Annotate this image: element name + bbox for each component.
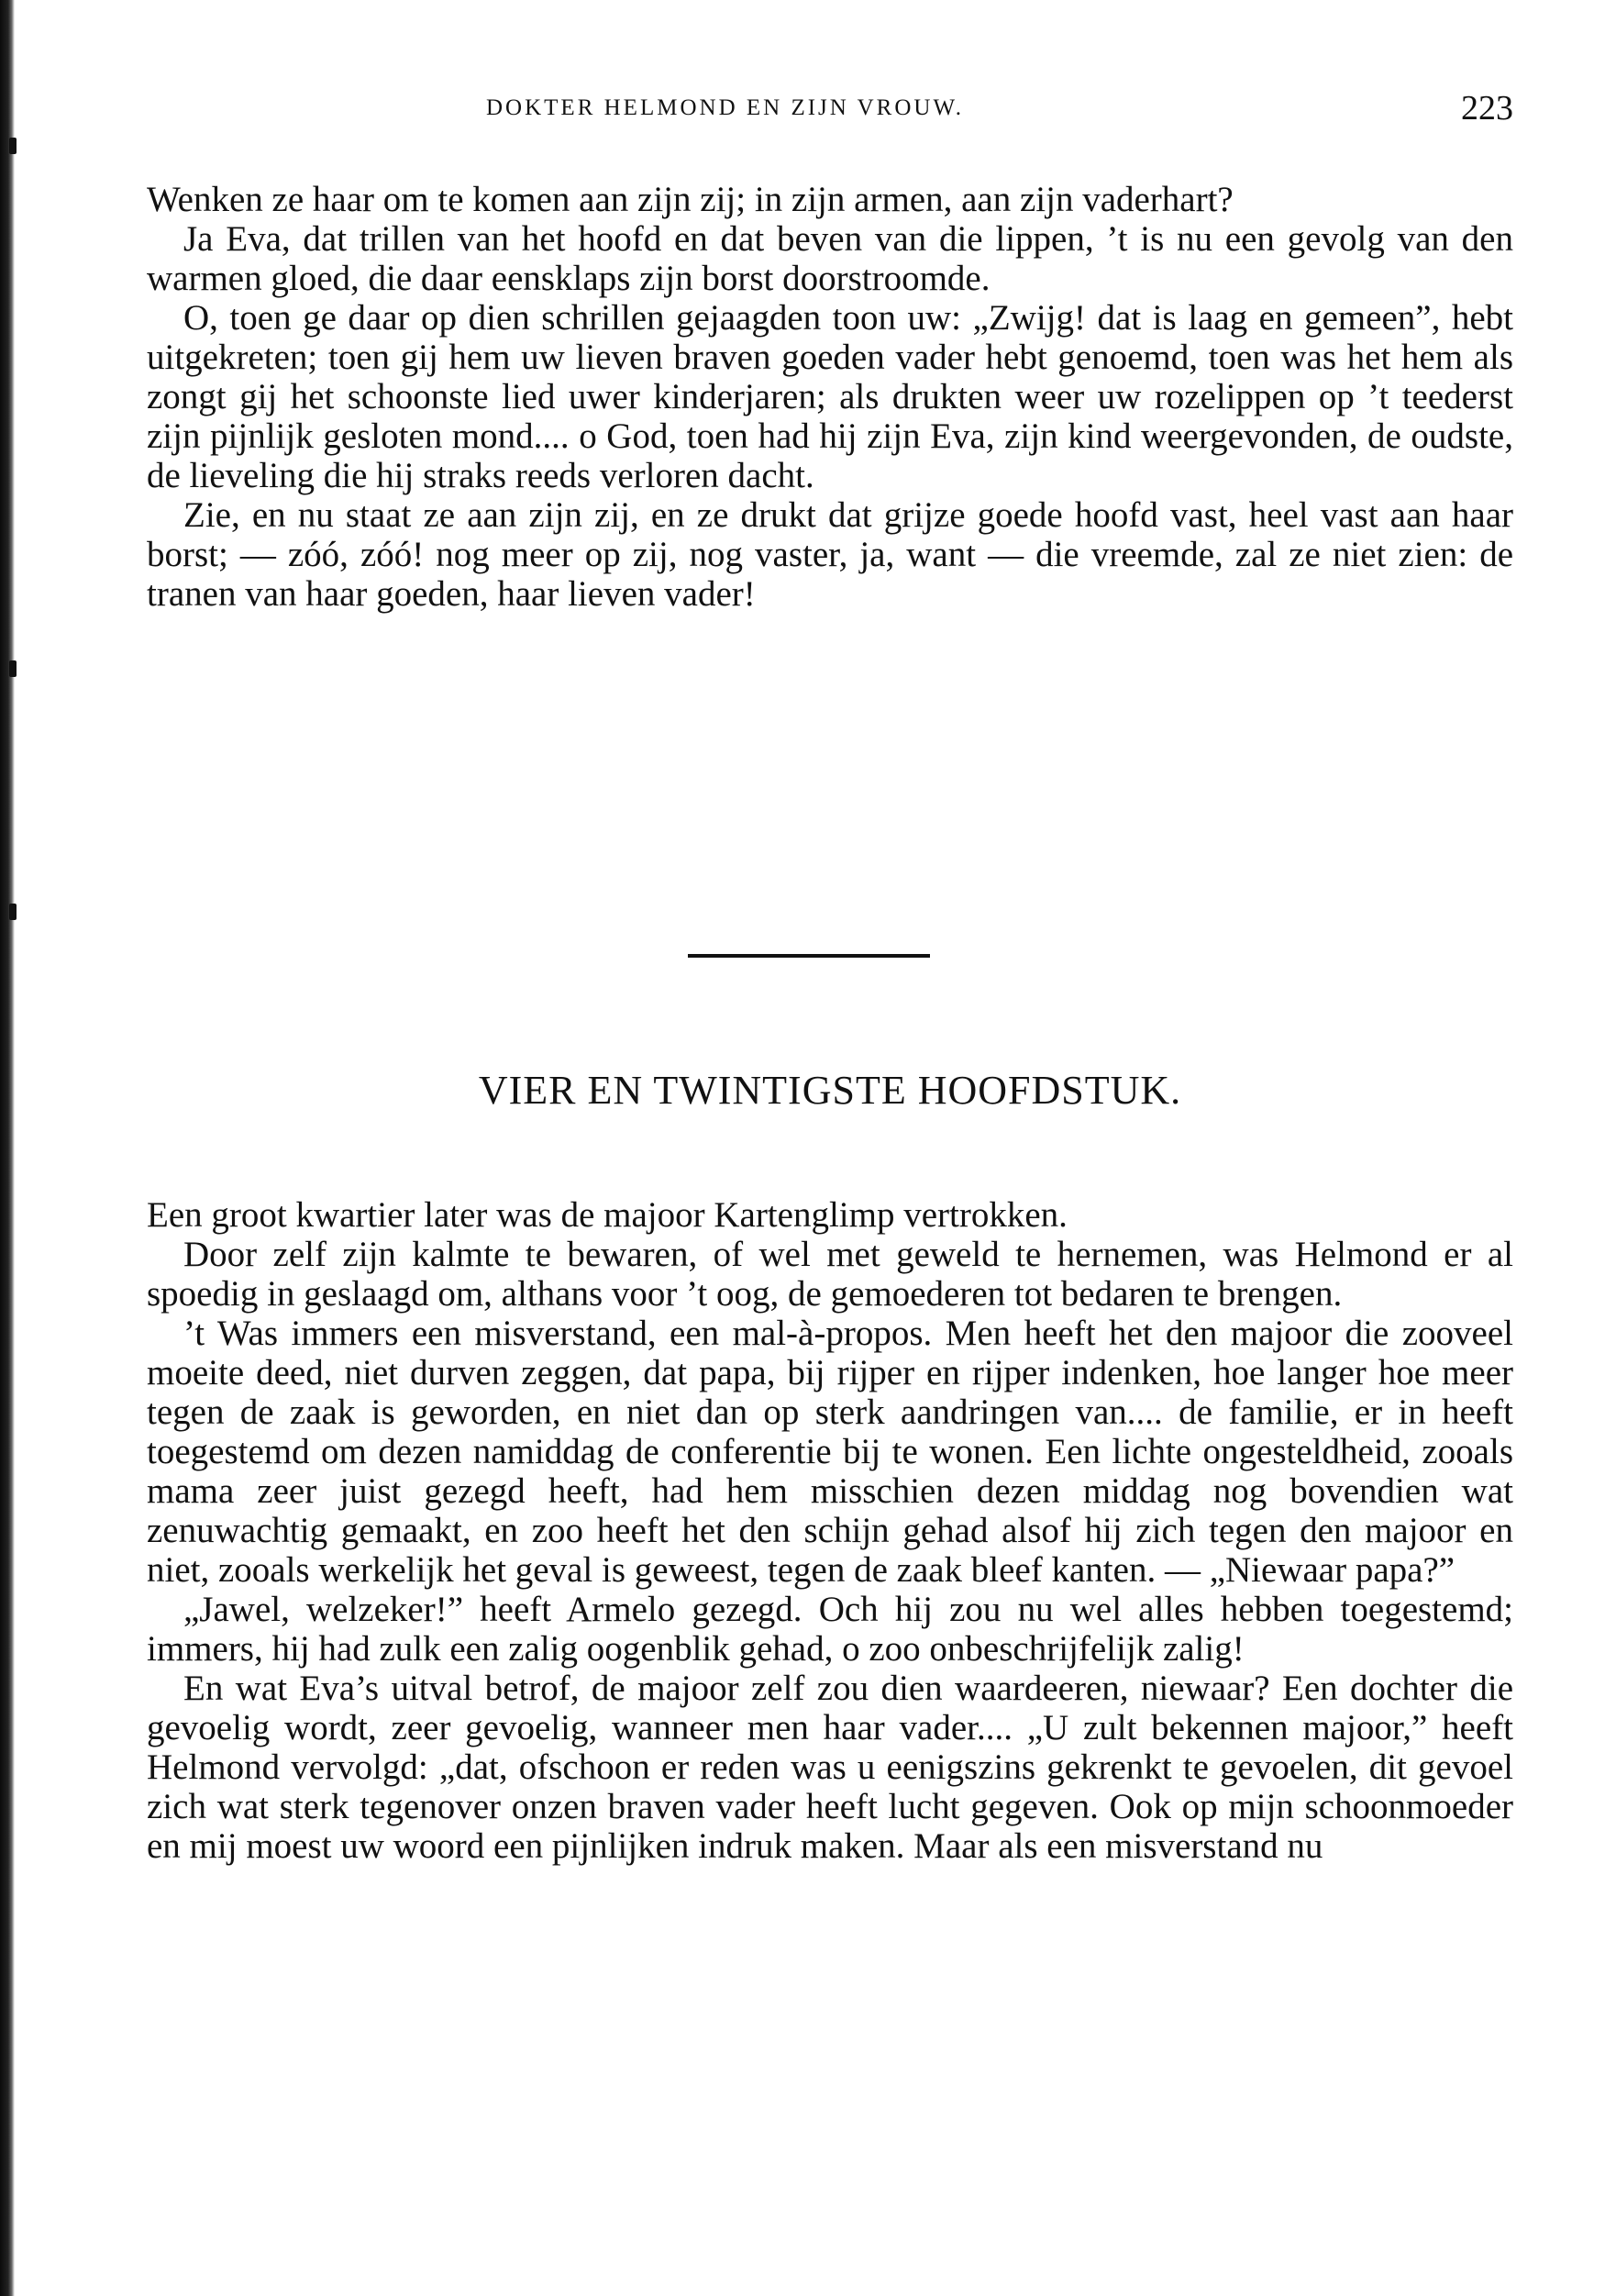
text-block-upper <box>147 180 1513 614</box>
spine-mark <box>9 904 17 920</box>
section-divider <box>688 954 930 958</box>
running-head-title: DOKTER HELMOND EN ZIJN VROUW. <box>486 95 965 120</box>
spine-mark <box>9 138 17 154</box>
paragraph: Een groot kwartier later was de majoor Kartenglimp vertrokken. <box>147 1195 1068 1235</box>
spine-mark <box>9 660 17 677</box>
paragraph: O, toen ge daar op dien schrillen gejaagden toon uw: „Zwijg! dat is laag en gemeen”, hebt uitgekreten; toen gij hem uw lieven braven goeden vader hebt genoemd, toen was het hem als zongt gij het schoonste lied uwer kinderjaren; als drukten weer uw rozelippen op ’t teederst zijn pijnlijk gesloten mond.... o God, toen had hij zijn Eva, zijn kind weergevonden, de oudste, de lieveling die hij straks reeds verloren dacht. <box>147 298 1513 495</box>
paragraph: ’t Was immers een misverstand, een mal-à-propos. Men heeft het den majoor die zooveel moeite deed, niet durven zeggen, dat papa, bij rijper en rijper indenken, hoe langer hoe meer tegen de zaak is geworden, en niet dan op sterk aandringen van.... de familie, er in heeft toegestemd om dezen namiddag de conferentie bij te wonen. Een lichte ongesteldheid, zooals mama zeer juist gezegd heeft, had hem misschien dezen middag nog bovendien wat zenuwachtig gemaakt, en zoo heeft het den schijn gehad alsof hij zich tegen den majoor en niet, zooals werkelijk het geval is geweest, tegen de zaak bleef kanten. — „Niewaar papa?” <box>147 1314 1513 1590</box>
paragraph: Door zelf zijn kalmte te bewaren, of wel met geweld te hernemen, was Helmond er al spoedig in geslaagd om, althans voor ’t oog, de gemoederen tot bedaren te brengen. <box>147 1235 1513 1314</box>
paragraph: Wenken ze haar om te komen aan zijn zij; in zijn armen, aan zijn vaderhart? <box>147 180 1234 219</box>
paragraph: En wat Eva’s uitval betrof, de majoor zelf zou dien waardeeren, niewaar? Een dochter die gevoelig wordt, zeer gevoelig, wanneer men haar vader.... „U zult bekennen majoor,” heeft Helmond vervolgd: „dat, ofschoon er reden was u eenigszins gekrenkt te gevoelen, dit gevoel zich wat sterk tegenover onzen braven vader heeft lucht gegeven. Ook op mijn schoonmoeder en mij moest uw woord een pijnlijken indruk maken. Maar als een misverstand nu <box>147 1669 1513 1866</box>
paragraph: Ja Eva, dat trillen van het hoofd en dat beven van die lippen, ’t is nu een gevolg van den warmen gloed, die daar eensklaps zijn borst doorstroomde. <box>147 219 1513 298</box>
chapter-heading: VIER EN TWINTIGSTE HOOFDSTUK. <box>478 1068 1182 1113</box>
text-block-lower <box>147 1195 1513 1866</box>
page-number: 223 <box>1461 89 1513 128</box>
running-head <box>147 88 1513 134</box>
book-spine-edge <box>0 0 15 2296</box>
paragraph: Zie, en nu staat ze aan zijn zij, en ze drukt dat grijze goede hoofd vast, heel vast aan haar borst; — zóó, zóó! nog meer op zij, nog vaster, ja, want — die vreemde, zal ze niet zien: de tranen van haar goeden, haar lieven vader! <box>147 495 1513 614</box>
paragraph: „Jawel, welzeker!” heeft Armelo gezegd. Och hij zou nu wel alles hebben toegestemd; immers, hij had zulk een zalig oogenblik gehad, o zoo onbeschrijfelijk zalig! <box>147 1590 1513 1669</box>
